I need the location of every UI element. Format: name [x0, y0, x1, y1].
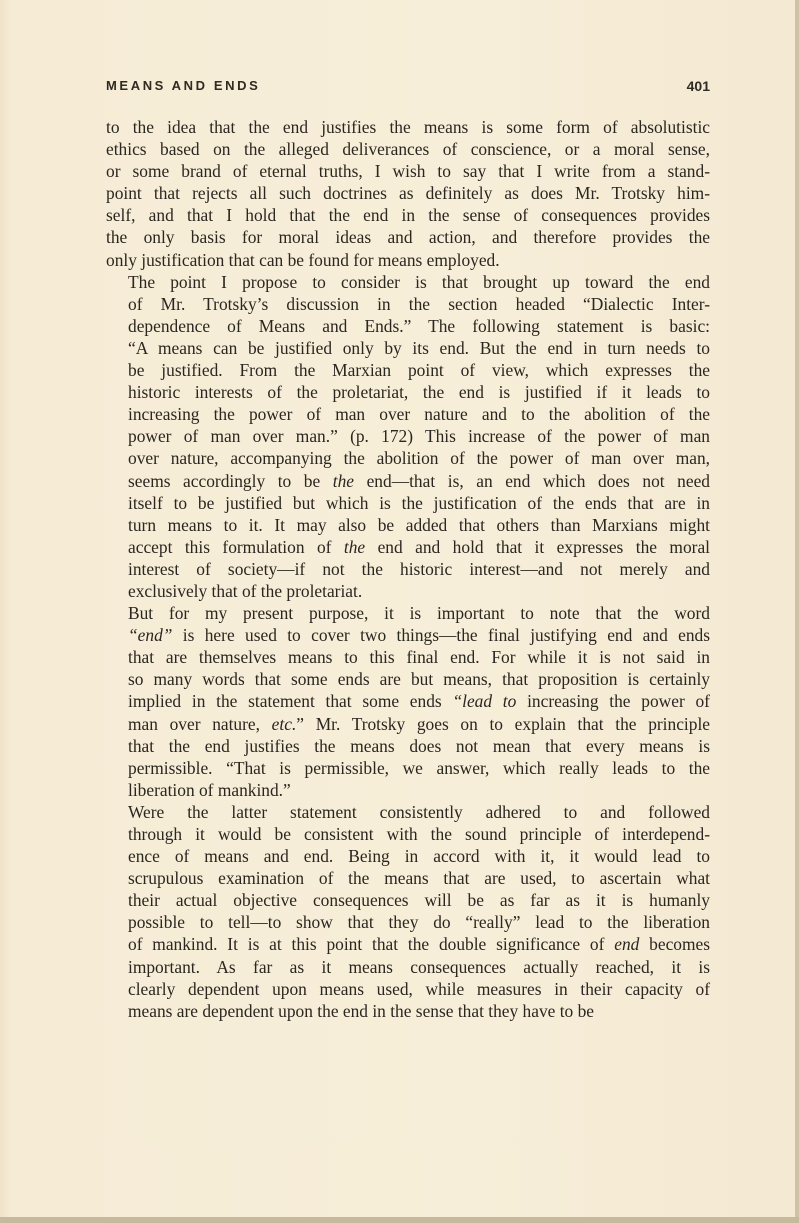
text-line: of Mr. Trotsky’s discussion in the section headed “Dialectic Inter-	[128, 293, 710, 314]
text-line: itself to be justified but which is the justification of the ends that are in	[128, 492, 710, 513]
text-line: permissible. “That is permissible, we answer, which really leads to the	[128, 757, 710, 778]
text-line: be justified. From the Marxian point of view, which expresses the	[128, 360, 710, 381]
text-line: Were the latter statement consistently adhered to and followed	[128, 801, 710, 822]
text-line: that are themselves means to this final end. For while it is not said in	[128, 647, 710, 668]
paragraph-4	[106, 801, 710, 1022]
text-line: liberation of mankind.”	[128, 779, 291, 800]
text-line: dependence of Means and Ends.” The following statement is basic:	[128, 315, 710, 336]
text-line: means are dependent upon the end in the sense that they have to be	[128, 1000, 595, 1021]
text-line: man over nature, etc.” Mr. Trotsky goes on to explain that the principle	[128, 713, 711, 734]
text-line: self, and that I hold that the end in the sense of consequences provides	[106, 205, 710, 226]
text-line: point that rejects all such doctrines as definitely as does Mr. Trotsky him-	[106, 183, 710, 204]
text-line: exclusively that of the proletariat.	[128, 580, 363, 601]
text-line: ethics based on the alleged deliverances of conscience, or a moral sense,	[106, 139, 710, 160]
page-edge-shadow	[795, 0, 799, 1223]
text-line: turn means to it. It may also be added that others than Marxians might	[128, 514, 710, 535]
text-line: power of man over man.” (p. 172) This increase of the power of man	[128, 426, 710, 447]
body-text	[106, 116, 710, 1022]
text-line: The point I propose to consider is that brought up toward the end	[128, 271, 710, 292]
text-line: their actual objective consequences will be as far as it is humanly	[128, 890, 710, 911]
text-line: so many words that some ends are but means, that proposition is certainly	[128, 669, 710, 690]
running-title: MEANS AND ENDS	[106, 78, 261, 93]
text-line: “A means can be justified only by its end. But the end in turn needs to	[128, 337, 710, 358]
text-line: “end” is here used to cover two things—the final justifying end and ends	[128, 625, 710, 646]
paragraph-1	[106, 116, 710, 271]
text-line: only justification that can be found for means employed.	[106, 249, 500, 270]
text-line: of mankind. It is at this point that the double significance of end becomes	[128, 934, 710, 955]
running-head	[106, 78, 710, 98]
text-line: implied in the statement that some ends “lead to increasing the power of	[128, 691, 710, 712]
text-line: scrupulous examination of the means that are used, to ascertain what	[128, 868, 710, 889]
text-line: the only basis for moral ideas and action, and therefore provides the	[106, 227, 710, 248]
paragraph-3	[106, 602, 710, 801]
text-line: interest of society—if not the historic interest—and not merely and	[128, 558, 710, 579]
text-line: that the end justifies the means does not mean that every means is	[128, 735, 710, 756]
text-line: But for my present purpose, it is important to note that the word	[128, 603, 710, 624]
text-line: historic interests of the proletariat, the end is justified if it leads to	[128, 382, 710, 403]
text-line: accept this formulation of the end and hold that it expresses the moral	[128, 536, 710, 557]
text-line: clearly dependent upon means used, while measures in their capacity of	[128, 978, 710, 999]
paragraph-2	[106, 271, 710, 602]
text-line: seems accordingly to be the end—that is, an end which does not need	[128, 470, 710, 491]
text-line: through it would be consistent with the sound principle of interdepend-	[128, 824, 710, 844]
text-line: ence of means and end. Being in accord with it, it would lead to	[128, 846, 710, 867]
text-line: to the idea that the end justifies the means is some form of absolutistic	[106, 117, 710, 137]
text-line: increasing the power of man over nature and to the abolition of the	[128, 404, 710, 425]
text-line: over nature, accompanying the abolition of the power of man over man,	[128, 448, 710, 469]
page-bottom-edge	[0, 1217, 799, 1223]
text-line: possible to tell—to show that they do “really” lead to the liberation	[128, 912, 710, 933]
text-line: or some brand of eternal truths, I wish to say that I write from a stand-	[106, 161, 710, 182]
page-number: 401	[686, 78, 710, 94]
text-line: important. As far as it means consequences actually reached, it is	[128, 956, 710, 977]
